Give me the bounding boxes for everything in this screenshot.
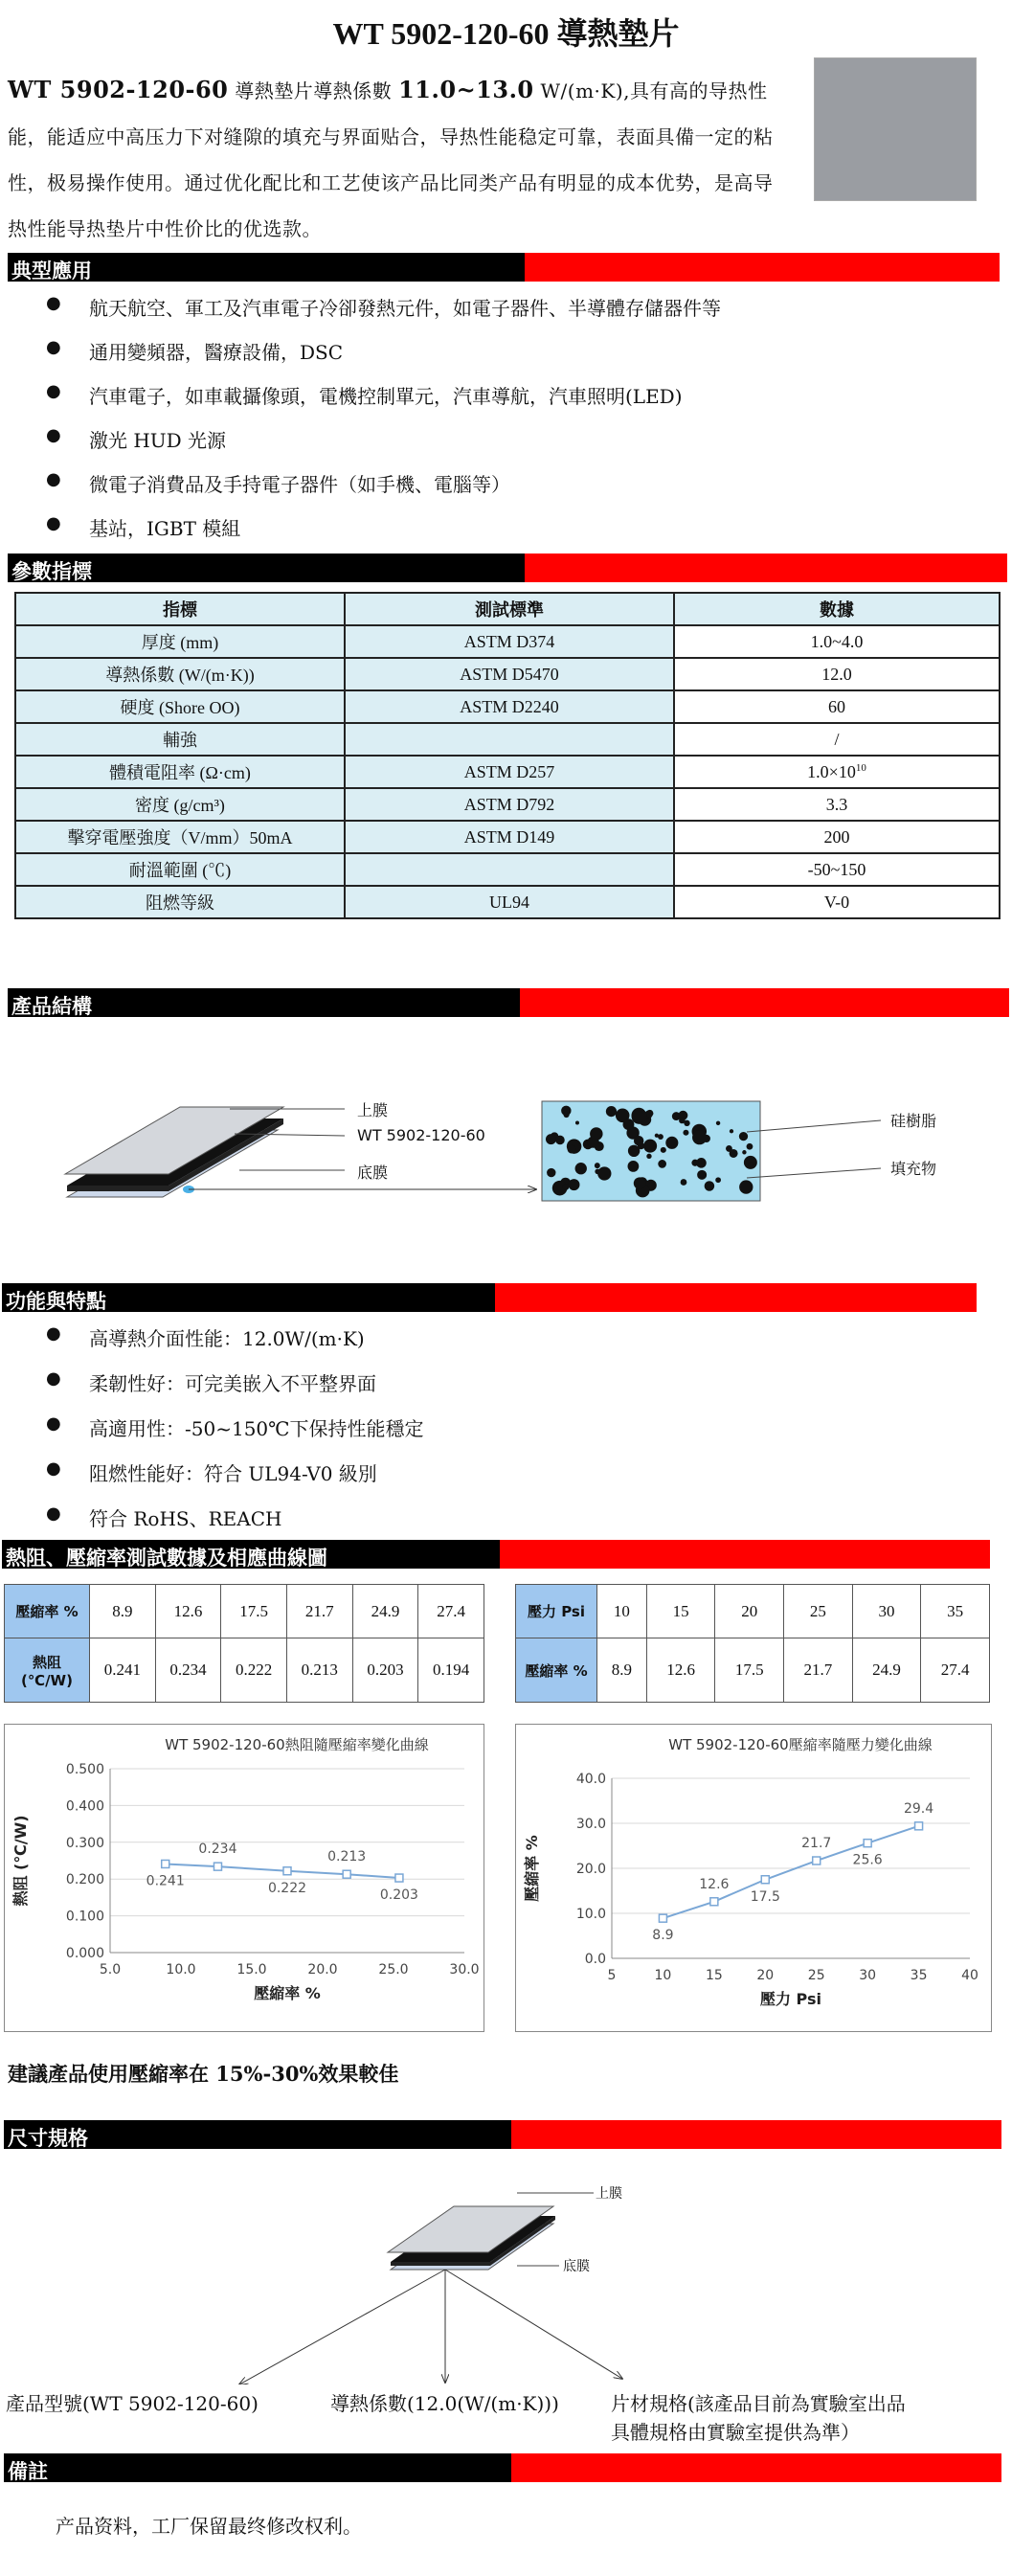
spec-cell: 導熱係數 (W/(m·K)) — [15, 658, 345, 690]
intro-paragraph — [8, 67, 783, 252]
table-row — [15, 788, 1000, 821]
y-tick-label: 10.0 — [575, 1907, 606, 1922]
spec-cell: 厚度 (mm) — [15, 625, 345, 658]
section-bar-dimensions — [4, 2120, 1001, 2149]
x-tick-label: 30 — [859, 1968, 877, 1983]
dim-conductivity: 導熱係數(12.0(W/(m·K))) — [330, 2392, 559, 2415]
x-tick-label: 15 — [705, 1968, 723, 1983]
filler-particle — [655, 1134, 659, 1138]
list-item: ● 高導熱介面性能：12.0W/(m·K) — [8, 1323, 1003, 1368]
data-cell: 0.234 — [155, 1638, 221, 1703]
list-item: ● 航天航空、軍工及汽車電子冷卻發熱元件，如電子器件、半導體存儲器件等 — [8, 293, 1003, 337]
spec-header: 數據 — [674, 593, 1000, 625]
spec-cell: 60 — [674, 690, 1000, 723]
filler-particle — [606, 1106, 617, 1117]
data-cell: 12.6 — [646, 1638, 715, 1703]
filler-particle — [742, 1150, 746, 1154]
thermal-table-left — [4, 1584, 484, 1703]
x-axis-label: 壓力 Psi — [759, 1990, 822, 2008]
filler-particle — [747, 1143, 753, 1150]
filler-particle — [692, 1130, 707, 1144]
chart-right-container — [515, 1724, 992, 2032]
filler-particle — [748, 1162, 753, 1167]
table-row — [15, 853, 1000, 886]
spec-cell: 200 — [674, 821, 1000, 853]
data-cell: 27.4 — [921, 1638, 990, 1703]
data-cell: 15 — [646, 1585, 715, 1638]
intro-text: 具有高的导热性能，能适应中高压力下对缝隙的填充与界面贴合，导热性能稳定可靠，表面具備一定的粘性，极易操作使用。通过优化配比和工艺使该产品比同类产品有明显的成本优势，是高导热性能导热垫片中性价比的优选款。 — [8, 79, 774, 240]
filler-particle — [575, 1163, 587, 1174]
filler-particle — [628, 1145, 640, 1157]
filler-particle — [658, 1134, 663, 1140]
x-axis-label: 壓縮率 % — [254, 1984, 321, 2002]
filler-particle — [547, 1168, 555, 1177]
data-label: 12.6 — [699, 1876, 730, 1892]
y-tick-label: 40.0 — [575, 1772, 606, 1787]
filler-particle — [681, 1179, 687, 1186]
data-cell: 0.194 — [418, 1638, 484, 1703]
filler-particle — [739, 1180, 753, 1193]
data-label: 0.222 — [267, 1880, 307, 1896]
recommendation-text: 建議產品使用壓縮率在 15%-30%效果較佳 — [8, 2062, 399, 2086]
spec-cell: / — [674, 723, 1000, 756]
data-label: 29.4 — [903, 1800, 934, 1817]
data-point — [395, 1874, 403, 1882]
spec-cell: 體積電阻率 (Ω·cm) — [15, 756, 345, 788]
data-cell: 30 — [852, 1585, 921, 1638]
chart-title: WT 5902-120-60熱阻隨壓縮率變化曲線 — [165, 1736, 429, 1753]
table-row — [15, 821, 1000, 853]
intro-unit: W/(m·K), — [533, 79, 631, 102]
filler-particle — [631, 1108, 646, 1123]
x-tick-label: 30.0 — [449, 1962, 480, 1977]
series-line — [166, 1864, 399, 1878]
spec-cell: V-0 — [674, 886, 1000, 918]
filler-particle — [646, 1154, 651, 1159]
data-label: 8.9 — [652, 1928, 674, 1944]
label-filler: 填充物 — [890, 1160, 937, 1178]
filler-particle — [634, 1177, 646, 1189]
data-point — [864, 1840, 871, 1847]
x-tick-label: 25.0 — [378, 1962, 409, 1977]
filler-particle — [595, 1163, 600, 1168]
table-row — [15, 625, 1000, 658]
table-row — [15, 723, 1000, 756]
row-label: 壓縮率 % — [5, 1585, 90, 1638]
x-tick-label: 10 — [654, 1968, 672, 1983]
data-cell: 8.9 — [597, 1638, 647, 1703]
data-cell: 12.6 — [155, 1585, 221, 1638]
applications-list — [8, 293, 1003, 557]
y-tick-label: 20.0 — [575, 1862, 606, 1877]
list-item: ● 通用變頻器，醫療設備，DSC — [8, 337, 1003, 381]
data-label: 0.203 — [379, 1887, 418, 1904]
data-cell: 21.7 — [286, 1585, 352, 1638]
data-point — [162, 1860, 169, 1867]
x-tick-label: 5.0 — [99, 1962, 122, 1977]
data-cell: 25 — [784, 1585, 853, 1638]
filler-particle — [730, 1149, 738, 1158]
x-tick-label: 25 — [807, 1968, 825, 1983]
data-cell: 17.5 — [221, 1585, 287, 1638]
x-tick-label: 10.0 — [166, 1962, 196, 1977]
spec-header: 測試標準 — [345, 593, 674, 625]
data-label: 0.234 — [198, 1842, 237, 1858]
data-cell: 0.203 — [352, 1638, 418, 1703]
data-point — [659, 1914, 666, 1922]
dim-model: 產品型號(WT 5902-120-60) — [6, 2392, 259, 2415]
y-tick-label: 0.300 — [65, 1835, 104, 1851]
features-list — [8, 1323, 1003, 1548]
y-tick-label: 30.0 — [575, 1817, 606, 1832]
y-tick-label: 0.100 — [65, 1909, 104, 1925]
data-label: 21.7 — [801, 1836, 832, 1852]
spec-cell: ASTM D149 — [345, 821, 674, 853]
section-title-applications: 典型應用 — [11, 260, 92, 282]
filler-particle — [715, 1177, 721, 1183]
table-row — [15, 690, 1000, 723]
data-cell: 24.9 — [352, 1585, 418, 1638]
structure-diagram — [0, 1063, 1012, 1245]
section-title-remarks: 備註 — [8, 2460, 48, 2483]
row-label-a: 熱阻 — [32, 1653, 61, 1671]
data-cell: 0.222 — [221, 1638, 287, 1703]
dimensions-diagram — [0, 2174, 1012, 2384]
spec-cell: UL94 — [345, 886, 674, 918]
list-item: ● 微電子消費品及手持電子器件（如手機、電腦等） — [8, 469, 1003, 513]
spec-cell: ASTM D2240 — [345, 690, 674, 723]
filler-particle — [628, 1161, 640, 1172]
spec-cell: ASTM D792 — [345, 788, 674, 821]
data-point — [283, 1867, 291, 1875]
chart-thermal-resistance — [5, 1725, 484, 2031]
spec-cell — [345, 853, 674, 886]
spec-cell: -50~150 — [674, 853, 1000, 886]
row-label — [5, 1638, 90, 1703]
data-point — [710, 1898, 718, 1906]
filler-particle — [555, 1136, 565, 1145]
section-bar-remarks — [4, 2453, 1001, 2482]
data-point — [761, 1876, 769, 1884]
y-tick-label: 0.0 — [584, 1952, 606, 1967]
filler-particle — [546, 1134, 556, 1144]
spec-cell: 密度 (g/cm³) — [15, 788, 345, 821]
data-cell: 10 — [597, 1585, 647, 1638]
filler-particle — [563, 1112, 569, 1118]
x-tick-label: 5 — [607, 1968, 617, 1983]
spec-table — [14, 592, 1001, 919]
data-point — [813, 1857, 821, 1864]
spec-cell: 擊穿電壓強度（V/mm）50mA — [15, 821, 345, 853]
filler-particle — [716, 1121, 720, 1125]
filler-particle — [684, 1120, 689, 1126]
filler-particle — [634, 1136, 643, 1145]
spec-cell: 3.3 — [674, 788, 1000, 821]
spec-cell: 硬度 (Shore OO) — [15, 690, 345, 723]
product-sample-image — [814, 57, 977, 201]
spec-cell: 耐溫範圍 (℃) — [15, 853, 345, 886]
data-point — [214, 1863, 221, 1870]
section-title-structure: 產品結構 — [11, 995, 92, 1018]
dim-label-top-film: 上膜 — [596, 2186, 622, 2202]
list-item: ● 阻燃性能好：符合 UL94-V0 級別 — [8, 1458, 1003, 1503]
filler-particle — [590, 1127, 602, 1140]
filler-particle — [568, 1145, 576, 1154]
list-item: ● 激光 HUD 光源 — [8, 425, 1003, 469]
intro-lead: 導熱墊片導熱係數 — [228, 79, 399, 102]
table-row — [15, 658, 1000, 690]
section-bar-structure — [8, 988, 1009, 1017]
spec-cell: 12.0 — [674, 658, 1000, 690]
row-label: 壓縮率 % — [516, 1638, 597, 1703]
intro-model: WT 5902-120-60 — [8, 76, 229, 103]
data-cell: 8.9 — [90, 1585, 156, 1638]
filler-particle — [623, 1119, 635, 1130]
chart-left-container — [4, 1724, 484, 2032]
filler-particle — [672, 1112, 681, 1120]
list-item: ● 符合 RoHS、REACH — [8, 1503, 1003, 1548]
data-label: 17.5 — [750, 1888, 780, 1905]
data-label: 0.241 — [146, 1873, 185, 1889]
spec-header: 指標 — [15, 593, 345, 625]
filler-particle — [569, 1179, 580, 1190]
dim-sheet-2: 具體規格由實驗室提供為準） — [611, 2421, 860, 2444]
series-line — [663, 1826, 918, 1918]
y-axis-label: 壓縮率 % — [523, 1835, 541, 1902]
spec-cell: 輔強 — [15, 723, 345, 756]
label-silicone: 硅樹脂 — [890, 1112, 937, 1130]
spec-cell: 阻燃等級 — [15, 886, 345, 918]
data-point — [915, 1822, 923, 1830]
section-bar-features — [2, 1283, 977, 1312]
data-point — [343, 1870, 350, 1878]
resistivity-exponent: 10 — [855, 761, 866, 774]
y-tick-label: 0.200 — [65, 1872, 104, 1888]
filler-particle — [575, 1120, 579, 1124]
filler-particle — [730, 1129, 733, 1133]
table-row — [15, 886, 1000, 918]
y-axis-label: 熱阻 (℃/W) — [11, 1815, 30, 1907]
filler-particle — [705, 1181, 715, 1191]
filler-particle — [739, 1132, 748, 1141]
x-tick-label: 40 — [961, 1968, 978, 1983]
row-label: 壓力 Psi — [516, 1585, 597, 1638]
spec-cell: 1.0~4.0 — [674, 625, 1000, 658]
y-tick-label: 0.000 — [65, 1946, 104, 1961]
section-title-features: 功能與特點 — [6, 1290, 106, 1313]
filler-particle — [665, 1137, 678, 1149]
table-row — [15, 756, 1000, 788]
spec-cell: ASTM D5470 — [345, 658, 674, 690]
chart-title: WT 5902-120-60壓縮率隨壓力變化曲線 — [668, 1736, 933, 1753]
x-tick-label: 15.0 — [236, 1962, 267, 1977]
label-top-film: 上膜 — [357, 1101, 389, 1119]
section-title-parameters: 參數指標 — [11, 560, 92, 583]
filler-particle — [658, 1160, 666, 1168]
section-bar-applications — [8, 253, 1000, 282]
filler-particle — [691, 1160, 698, 1166]
data-cell: 0.241 — [90, 1638, 156, 1703]
y-tick-label: 0.400 — [65, 1798, 104, 1815]
section-title-thermal: 熱阻、壓縮率測試數據及相應曲線圖 — [6, 1547, 327, 1570]
list-item: ● 汽車電子，如車載攝像頭，電機控制單元，汽車導航，汽車照明(LED) — [8, 381, 1003, 425]
filler-particle — [597, 1166, 611, 1180]
data-cell: 0.213 — [286, 1638, 352, 1703]
list-item: ● 基站，IGBT 模組 — [8, 513, 1003, 557]
list-item: ● 柔韌性好：可完美嵌入不平整界面 — [8, 1368, 1003, 1413]
dim-sheet-1: 片材規格(該產品目前為實驗室出品 — [611, 2392, 906, 2415]
x-tick-label: 20.0 — [307, 1962, 338, 1977]
y-tick-label: 0.500 — [65, 1762, 104, 1777]
spec-cell: ASTM D257 — [345, 756, 674, 788]
spec-cell — [345, 723, 674, 756]
section-bar-parameters — [8, 554, 1007, 582]
data-cell: 17.5 — [715, 1638, 784, 1703]
dim-label-bottom-film: 底膜 — [563, 2259, 590, 2274]
row-label-b: (℃/W) — [21, 1671, 73, 1689]
data-cell: 35 — [921, 1585, 990, 1638]
label-bottom-film: 底膜 — [357, 1164, 389, 1182]
chart-compression — [516, 1725, 991, 2031]
filler-particle — [643, 1140, 657, 1153]
data-cell: 21.7 — [784, 1638, 853, 1703]
data-cell: 20 — [715, 1585, 784, 1638]
filler-particle — [683, 1130, 688, 1136]
label-model: WT 5902-120-60 — [357, 1126, 485, 1144]
filler-particle — [562, 1184, 569, 1190]
intro-range: 11.0~13.0 — [398, 76, 534, 103]
spec-cell: ASTM D374 — [345, 625, 674, 658]
section-title-dimensions: 尺寸規格 — [8, 2127, 88, 2150]
x-tick-label: 35 — [910, 1968, 928, 1983]
x-tick-label: 20 — [756, 1968, 775, 1983]
data-label: 0.213 — [327, 1849, 367, 1865]
section-bar-thermal — [2, 1540, 990, 1569]
page-title: WT 5902-120-60 導熱墊片 — [332, 16, 680, 51]
data-cell: 27.4 — [418, 1585, 484, 1638]
data-label: 25.6 — [852, 1852, 883, 1868]
filler-particle — [661, 1147, 666, 1153]
filler-particle — [697, 1170, 707, 1180]
remarks-text: 产品资料，工厂保留最终修改权利。 — [56, 2515, 362, 2538]
spec-cell — [674, 756, 1000, 788]
thermal-table-right — [515, 1584, 990, 1703]
resistivity-base: 1.0×10 — [807, 761, 856, 781]
data-cell: 24.9 — [852, 1638, 921, 1703]
list-item: ● 高適用性：-50~150℃下保持性能穩定 — [8, 1413, 1003, 1458]
